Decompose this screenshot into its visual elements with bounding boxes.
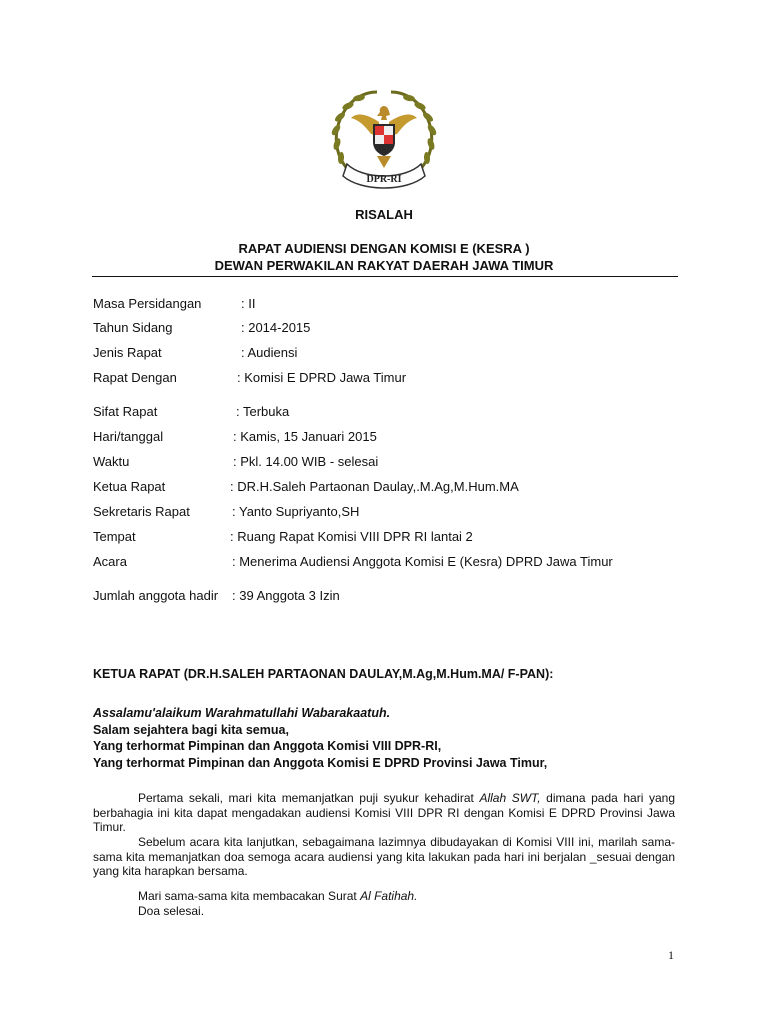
title-divider [92, 276, 678, 277]
field-label: Jenis Rapat [93, 345, 162, 360]
emblem-ribbon-text: DPR-RI [366, 174, 402, 185]
paragraph-text: dimana pada hari yang berbahagia ini kita dapat mengadakan audiensi Komisi VIII DPR RI dengan Komisi E DPRD Provinsi Jawa Timur. [93, 791, 675, 834]
paragraph-text: Sebelum acara kita lanjutkan, sebagaimana lazimnya dibudayakan di Komisi VIII ini, marilah sama-sama kita memanjatkan doa semoga acara audiensi yang kita lakukan pada hari ini berjalan _sesuai dengan yang kita harapkan bersama. [93, 835, 675, 878]
greetings-block [93, 705, 547, 771]
greeting-line: Yang terhormat Pimpinan dan Anggota Komisi E DPRD Provinsi Jawa Timur, [93, 755, 548, 770]
dpr-ri-emblem [323, 84, 445, 196]
field-value: : Komisi E DPRD Jawa Timur [237, 370, 407, 385]
body-paragraph [93, 889, 675, 904]
paragraph-text: Doa selesai. [138, 904, 205, 918]
field-value: : Pkl. 14.00 WIB - selesai [233, 454, 379, 469]
field-label: Rapat Dengan [93, 370, 177, 385]
field-label: Waktu [93, 454, 130, 469]
body-paragraph [93, 835, 675, 879]
document-title: RISALAH [355, 207, 413, 222]
field-value: : Yanto Supriyanto,SH [232, 504, 360, 519]
field-label: Acara [93, 554, 127, 569]
page-number: 1 [668, 948, 674, 962]
field-label: Hari/tanggal [93, 429, 164, 444]
field-value: : Audiensi [241, 345, 298, 360]
field-label: Sifat Rapat [93, 404, 158, 419]
paragraph-text: Mari sama-sama kita membacakan Surat [138, 889, 361, 903]
field-value: : 39 Anggota 3 Izin [232, 588, 340, 603]
paragraph-italic-text: Al Fatihah. [360, 889, 418, 903]
paragraph-italic-text: Allah SWT, [479, 791, 541, 805]
field-value: : Ruang Rapat Komisi VIII DPR RI lantai 2 [230, 529, 473, 544]
greeting-line: Salam sejahtera bagi kita semua, [93, 722, 289, 737]
field-value: : Menerima Audiensi Anggota Komisi E (Kesra) DPRD Jawa Timur [232, 554, 613, 569]
greeting-line: Assalamu'alaikum Warahmatullahi Wabarakaatuh. [93, 706, 391, 720]
body-paragraph [93, 791, 675, 835]
paragraph-text: Pertama sekali, mari kita memanjatkan puji syukur kehadirat [138, 791, 480, 805]
field-value: : II [241, 296, 256, 311]
field-value: : Terbuka [236, 404, 290, 419]
field-label: Tahun Sidang [93, 320, 173, 335]
field-label: Ketua Rapat [93, 479, 166, 494]
field-label: Jumlah anggota hadir [93, 588, 219, 603]
field-value: : 2014-2015 [241, 320, 311, 335]
field-label: Tempat [93, 529, 136, 544]
meeting-title-line2: DEWAN PERWAKILAN RAKYAT DAERAH JAWA TIMUR [214, 258, 554, 273]
body-paragraph [93, 904, 675, 919]
field-value: : DR.H.Saleh Partaonan Daulay,.M.Ag,M.Hum.MA [230, 479, 519, 494]
field-label: Masa Persidangan [93, 296, 202, 311]
greeting-line: Yang terhormat Pimpinan dan Anggota Komisi VIII DPR-RI, [93, 739, 442, 753]
meeting-title-line1: RAPAT AUDIENSI DENGAN KOMISI E (KESRA ) [238, 241, 530, 256]
speaker-heading: KETUA RAPAT (DR.H.SALEH PARTAONAN DAULAY,M.Ag,M.Hum.MA/ F-PAN): [93, 667, 554, 681]
field-value: : Kamis, 15 Januari 2015 [233, 429, 377, 444]
field-label: Sekretaris Rapat [93, 504, 190, 519]
